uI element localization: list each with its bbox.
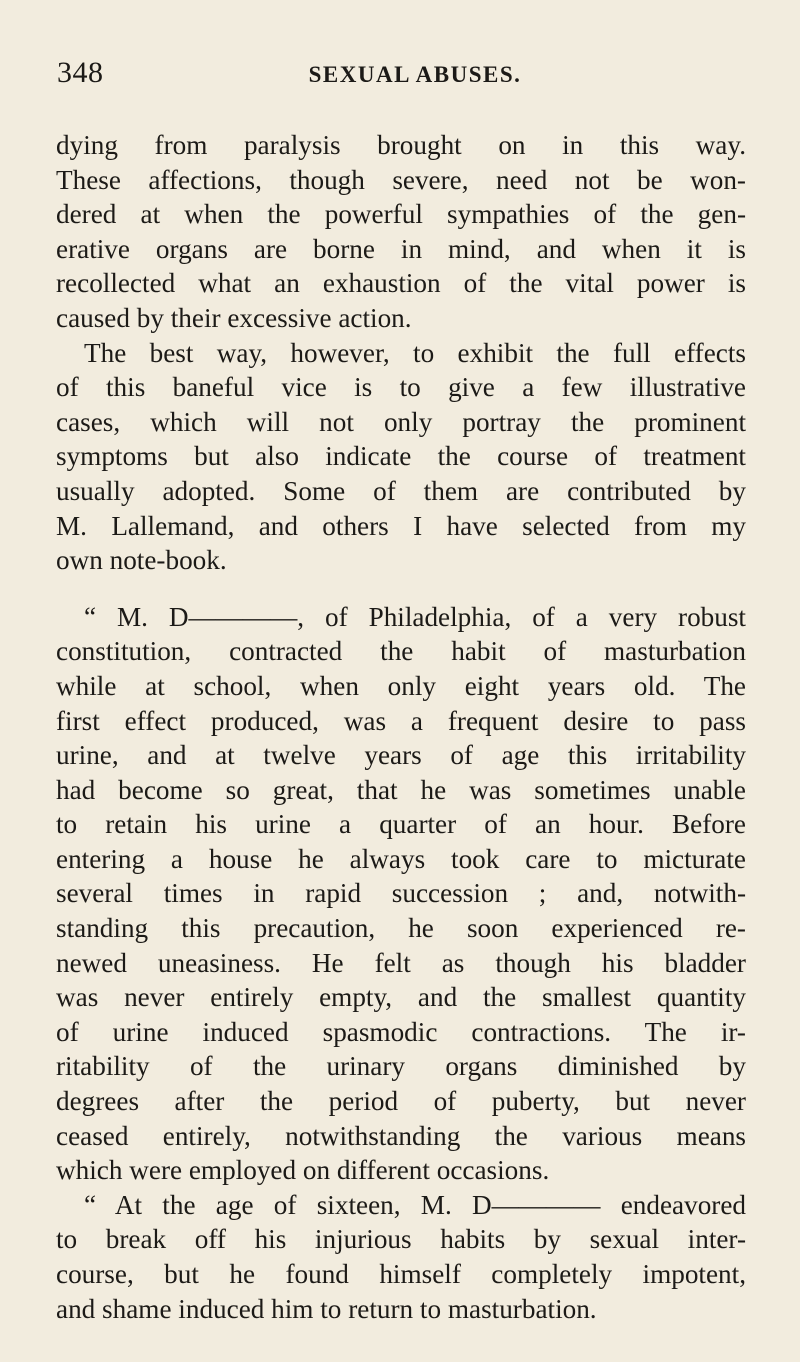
text-line: first effect produced, was a frequent desire to pass xyxy=(56,705,746,736)
text-line: cases, which will not only portray the prominent xyxy=(56,406,746,437)
text-line: had become so great, that he was sometimes unable xyxy=(56,774,746,805)
text-line: symptoms but also indicate the course of treatment xyxy=(56,441,746,472)
text-line: M. Lallemand, and others I have selected from my xyxy=(56,510,746,541)
text-line: dying from paralysis brought on in this way. xyxy=(56,130,746,160)
page-number: 348 xyxy=(57,56,104,89)
text-line: erative organs are borne in mind, and when it is xyxy=(56,233,746,264)
text-line: course, but he found himself completely impotent, xyxy=(56,1259,746,1289)
text-line: to break off his injurious habits by sexual inter- xyxy=(56,1224,746,1255)
text-line: These affections, though severe, need not be won- xyxy=(56,164,746,195)
text-line: degrees after the period of puberty, but never xyxy=(56,1086,746,1117)
paragraph-4 xyxy=(56,1188,746,1326)
text-line: usually adopted. Some of them are contributed by xyxy=(56,475,746,506)
text-line: urine, and at twelve years of age this irritability xyxy=(56,740,746,771)
text-line: several times in rapid succession ; and, notwith- xyxy=(56,878,746,909)
text-line: The best way, however, to exhibit the full effects xyxy=(84,337,746,368)
text-line: recollected what an exhaustion of the vital power is xyxy=(56,268,746,299)
text-line: ritability of the urinary organs diminished by xyxy=(56,1051,746,1082)
text-line: newed uneasiness. He felt as though his bladder xyxy=(56,947,746,978)
text-line: caused by their excessive action. xyxy=(56,302,412,333)
page-header xyxy=(57,56,743,96)
body-text xyxy=(56,128,746,1326)
text-line: dered at when the powerful sympathies of the gen- xyxy=(56,199,746,230)
text-line: and shame induced him to return to masturbation. xyxy=(56,1293,597,1324)
text-line: entering a house he always took care to micturate xyxy=(56,843,746,874)
running-head: SEXUAL ABUSES. xyxy=(308,62,522,87)
text-line: own note-book. xyxy=(56,545,227,576)
text-line: “ M. D————, of Philadelphia, of a very robust xyxy=(84,601,746,632)
text-line: of urine induced spasmodic contractions. The ir- xyxy=(56,1016,746,1047)
paragraph-gap xyxy=(56,578,746,600)
text-line: which were employed on different occasions. xyxy=(56,1155,550,1186)
text-line: was never entirely empty, and the smallest quantity xyxy=(56,982,746,1013)
paragraph-2 xyxy=(56,336,746,578)
text-line: “ At the age of sixteen, M. D———— endeavored xyxy=(84,1189,746,1220)
paragraph-3 xyxy=(56,600,746,1188)
text-line: ceased entirely, notwithstanding the various means xyxy=(56,1120,746,1151)
text-line: standing this precaution, he soon experienced re- xyxy=(56,913,746,944)
text-line: constitution, contracted the habit of masturbation xyxy=(56,636,746,667)
paragraph-1 xyxy=(56,128,746,336)
text-line: to retain his urine a quarter of an hour. Before xyxy=(56,809,746,840)
text-line: of this baneful vice is to give a few illustrative xyxy=(56,372,746,403)
text-line: while at school, when only eight years old. The xyxy=(56,670,746,701)
